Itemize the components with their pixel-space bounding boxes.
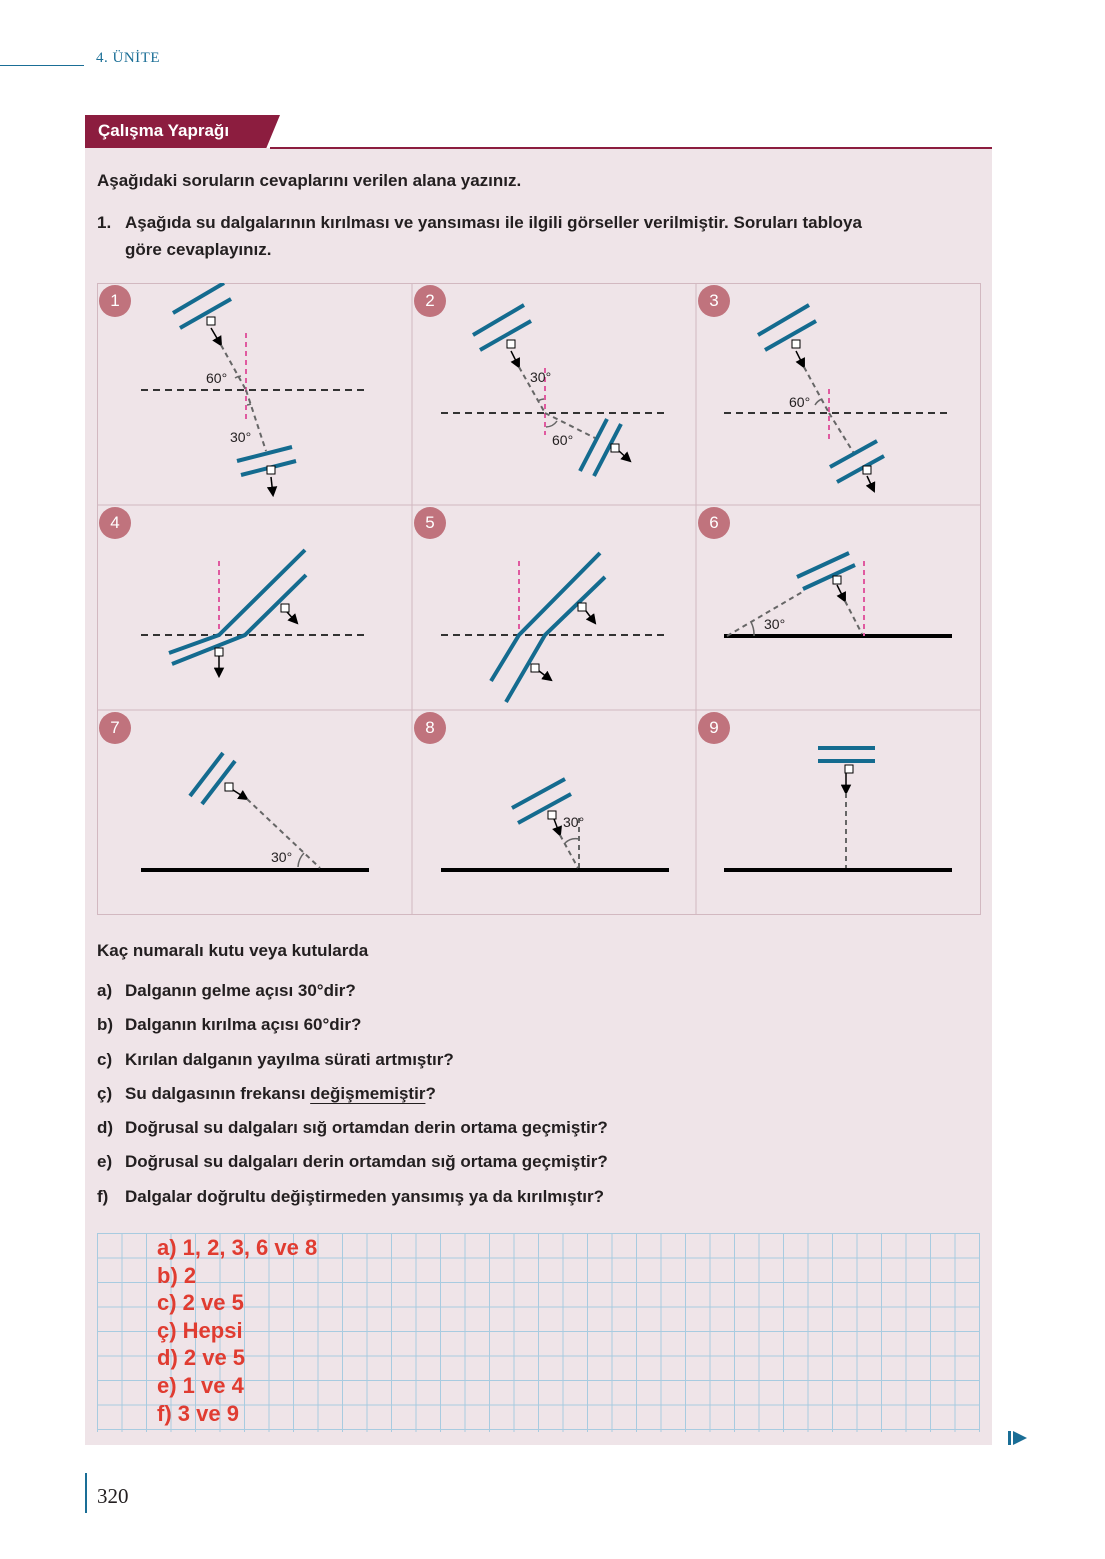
questions-intro: Kaç numaralı kutu veya kutularda [97, 941, 369, 960]
answer-line: c) 2 ve 5 [157, 1290, 244, 1316]
underlined-word: değişmemiştir [310, 1083, 426, 1103]
figure-3 [724, 305, 952, 491]
angle-label: 30° [764, 616, 786, 632]
answer-line: b) 2 [157, 1262, 197, 1288]
figure-drawings [97, 283, 981, 915]
figure-5 [441, 553, 669, 702]
answer-list [157, 1234, 317, 1427]
figure-2 [441, 305, 669, 476]
question-item: f) Dalgalar doğrultu değiştirmeden yansımış ya da kırılmıştır? [97, 1186, 604, 1206]
angle-label: 30° [271, 849, 293, 865]
cell-number: 3 [698, 285, 730, 317]
answer-line: f) 3 ve 9 [157, 1400, 239, 1426]
angle-label: 30° [563, 814, 585, 830]
question-item: ç) Su dalgasının frekansı değişmemiştir ? [97, 1084, 608, 1118]
unit-label: 4. ÜNİTE [96, 50, 160, 66]
worksheet-title: Çalışma Yaprağı [98, 121, 230, 140]
cell-number: 9 [698, 712, 730, 744]
answer-line: e) 1 ve 4 [157, 1372, 244, 1398]
angle-label: 60° [206, 370, 228, 386]
instruction: Aşağıdaki soruların cevaplarını verilen alana yazınız. [97, 171, 522, 190]
figure-grid [97, 283, 981, 915]
figure-7 [141, 753, 369, 870]
question-list [97, 981, 608, 1221]
question-item: c) Kırılan dalganın yayılma sürati artmıştır? [97, 1049, 454, 1069]
figure-9 [724, 748, 952, 870]
figure-8 [441, 779, 669, 870]
question-line-2: göre cevaplayınız. [125, 240, 272, 259]
answer-line: d) 2 ve 5 [157, 1345, 246, 1371]
angle-label: 60° [552, 432, 574, 448]
question-item: e) Doğrusal su dalgaları derin ortamdan sığ ortama geçmiştir? [97, 1152, 608, 1172]
cell-number: 1 [99, 285, 131, 317]
cell-number: 4 [99, 507, 131, 539]
figure-1 [141, 283, 369, 495]
question-item: b) Dalganın kırılma açısı 60°dir? [97, 1015, 362, 1035]
cell-number: 8 [414, 712, 446, 744]
question-item: a) Dalganın gelme açısı 30°dir? [97, 981, 356, 1000]
cell-number: 5 [414, 507, 446, 539]
title-rule [270, 147, 992, 149]
angle-label: 30° [530, 369, 552, 385]
next-page-icon[interactable] [1008, 1430, 1028, 1448]
page-number-rule [85, 1473, 87, 1513]
page-number: 320 [97, 1484, 129, 1508]
figure-4 [141, 550, 369, 676]
question-number: 1. [97, 213, 112, 232]
question-item: d) Doğrusal su dalgaları sığ ortamdan derin ortama geçmiştir? [97, 1118, 608, 1138]
cell-number: 7 [99, 712, 131, 744]
answer-line: a) 1, 2, 3, 6 ve 8 [157, 1235, 318, 1260]
figure-6 [724, 553, 952, 636]
question-line-1: Aşağıda su dalgalarının kırılması ve yansıması ile ilgili görseller verilmiştir. Soruları tabloya [125, 213, 862, 232]
cell-number: 2 [414, 285, 446, 317]
angle-label: 60° [789, 394, 811, 410]
unit-rule [0, 65, 84, 66]
cell-number: 6 [698, 507, 730, 539]
answer-line: ç) Hepsi [157, 1317, 243, 1343]
angle-label: 30° [230, 429, 252, 445]
